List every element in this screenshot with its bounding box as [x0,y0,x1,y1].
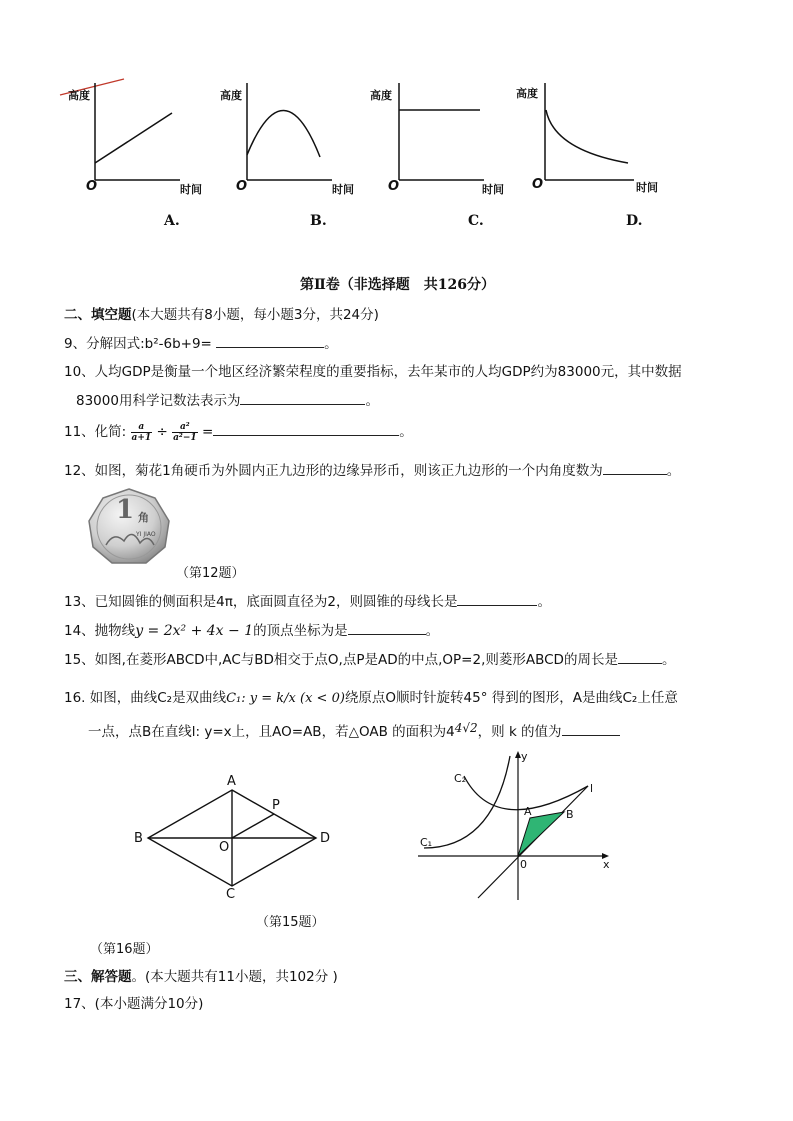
part3-note: 。(本大题共有11小题，共102分 ) [131,969,338,985]
figure-16 [418,748,618,907]
q13-end: 。 [537,594,551,610]
q14-suffix: 的顶点坐标为是 [253,623,348,639]
y-label: 高度 [220,89,242,102]
label-x: x [603,858,610,871]
question-14 [64,619,439,639]
label-p: P [272,798,280,813]
label-b: B [566,808,574,821]
caption-q16: （第16题） [90,942,159,957]
label-d: D [320,831,331,846]
label-c: C [226,887,236,902]
q16-line1b: 绕原点O顺时针旋转45° 得到的图形，A是曲线C₂上任意 [344,690,678,706]
question-15 [64,648,675,668]
triangle-oab [518,812,564,856]
q14-answer-blank[interactable] [348,620,426,635]
q12-end: 。 [666,463,681,479]
q13-text: 13、已知圆锥的侧面积是4π，底面圆直径为2，则圆锥的母线长是 [64,594,458,610]
q11-frac1-den: a+1 [131,432,152,443]
q15-end: 。 [661,652,676,668]
q14-prefix: 14、抛物线 [64,623,136,639]
q9-text: 9、分解因式:b²-6b+9= [64,336,212,352]
y-label: 高度 [68,89,90,102]
q14-end: 。 [425,623,440,639]
q11-frac2-den: a²−1 [173,432,197,443]
q11-fraction-2 [172,422,198,443]
question-13 [64,590,551,610]
q15-text: 15、如图,在菱形ABCD中,AC与BD相交于点O,点P是AD的中点,OP=2,则菱形ABCD的周长是 [64,652,618,668]
q12-answer-blank[interactable] [603,460,667,475]
origin-label: O [236,179,248,194]
segment-op [232,814,274,838]
question-11 [64,420,413,443]
x-label: 时间 [636,181,658,194]
curve-linear [95,113,172,163]
curve-decay [546,110,628,163]
q10-answer-blank[interactable] [240,390,365,405]
q11-prefix: 11、化简: [64,424,127,440]
part2-heading-line [64,303,379,323]
part3-heading-line [64,965,338,985]
origin-label: O [388,179,400,194]
part3-heading: 三、解答题 [64,969,132,985]
y-label: 高度 [516,87,538,100]
q11-frac1-num: a [131,422,153,433]
coin-denomination: 1 [116,495,135,525]
question-12 [64,459,680,479]
q16-answer-blank[interactable] [562,721,620,736]
part2-heading: 二、填空题 [64,307,132,323]
x-label: 时间 [180,183,202,196]
q16-line2a: 一点，点B在直线l: y=x上，且AO=AB，若△OAB 的面积为4 [88,724,455,740]
origin-label: O [86,179,98,194]
question-17: 17、(本小题满分10分) [64,996,204,1012]
q11-equals: = [201,424,214,440]
q11-fraction-1 [131,422,153,443]
option-c-label: C. [468,213,484,229]
q14-formula: y = 2x² + 4x − 1 [135,623,254,639]
curve-c1 [424,756,510,848]
q9-answer-blank[interactable] [216,333,324,348]
coin-char: 角 [138,511,149,524]
figure-rhombus [130,776,340,910]
option-b-label: B. [310,213,327,229]
y-label: 高度 [370,89,392,102]
q16-root: 4√2 [454,721,478,735]
figure-16-diagram [418,748,618,903]
label-a: A [524,805,532,818]
q11-end: 。 [399,424,413,440]
question-16-line1 [64,686,678,706]
q16-line2b: ，则 k 的值为 [477,724,562,740]
q10-end: 。 [365,393,379,409]
caption-q12: （第12题） [176,566,245,581]
option-d-label: D. [626,213,643,229]
graph-a [62,75,212,199]
graph-c [366,75,516,199]
question-10-line1: 10、人均GDP是衡量一个地区经济繁荣程度的重要指标，去年某市的人均GDP约为83000元，其中数据 [64,364,682,380]
label-o: O [219,840,230,855]
x-label: 时间 [332,183,354,196]
question-10-line2 [76,389,379,409]
q9-end: 。 [324,336,338,352]
curve-arch [247,110,320,157]
q11-frac2-num: a² [172,422,198,433]
q16-line1a: 16. 如图，曲线C₂是双曲线 [64,690,227,706]
question-9 [64,332,338,352]
label-b: B [134,831,143,846]
graph-b [214,75,364,199]
label-c2: C₂ [454,772,467,785]
q10-line2-text: 83000用科学记数法表示为 [76,393,241,409]
question-16-line2 [88,720,620,740]
caption-q15: （第15题） [256,915,325,930]
q12-text: 12、如图，菊花1角硬币为外圆内正九边形的边缘异形币，则该正九边形的一个内角度数为 [64,463,603,479]
part2-note: (本大题共有8小题，每小题3分，共24分) [131,307,379,323]
x-label: 时间 [482,183,504,196]
q13-answer-blank[interactable] [457,591,537,606]
section-title: 第Ⅱ卷（非选择题 共126分） [300,277,496,293]
label-l: l [590,782,594,795]
label-y: y [521,750,528,763]
origin-label: O [532,177,544,192]
q11-divide: ÷ [156,424,168,440]
q11-answer-blank[interactable] [213,421,399,436]
coin-figure [84,487,174,571]
coin-pinyin: YI JIAO [136,531,156,538]
q15-answer-blank[interactable] [618,649,662,664]
label-origin: 0 [520,858,527,871]
label-a: A [227,774,236,789]
label-c1: C₁ [420,836,433,849]
graph-d [512,75,662,199]
q16-formula: C₁: y = k/x (x < 0) [226,691,345,706]
option-a-label: A. [164,213,180,229]
